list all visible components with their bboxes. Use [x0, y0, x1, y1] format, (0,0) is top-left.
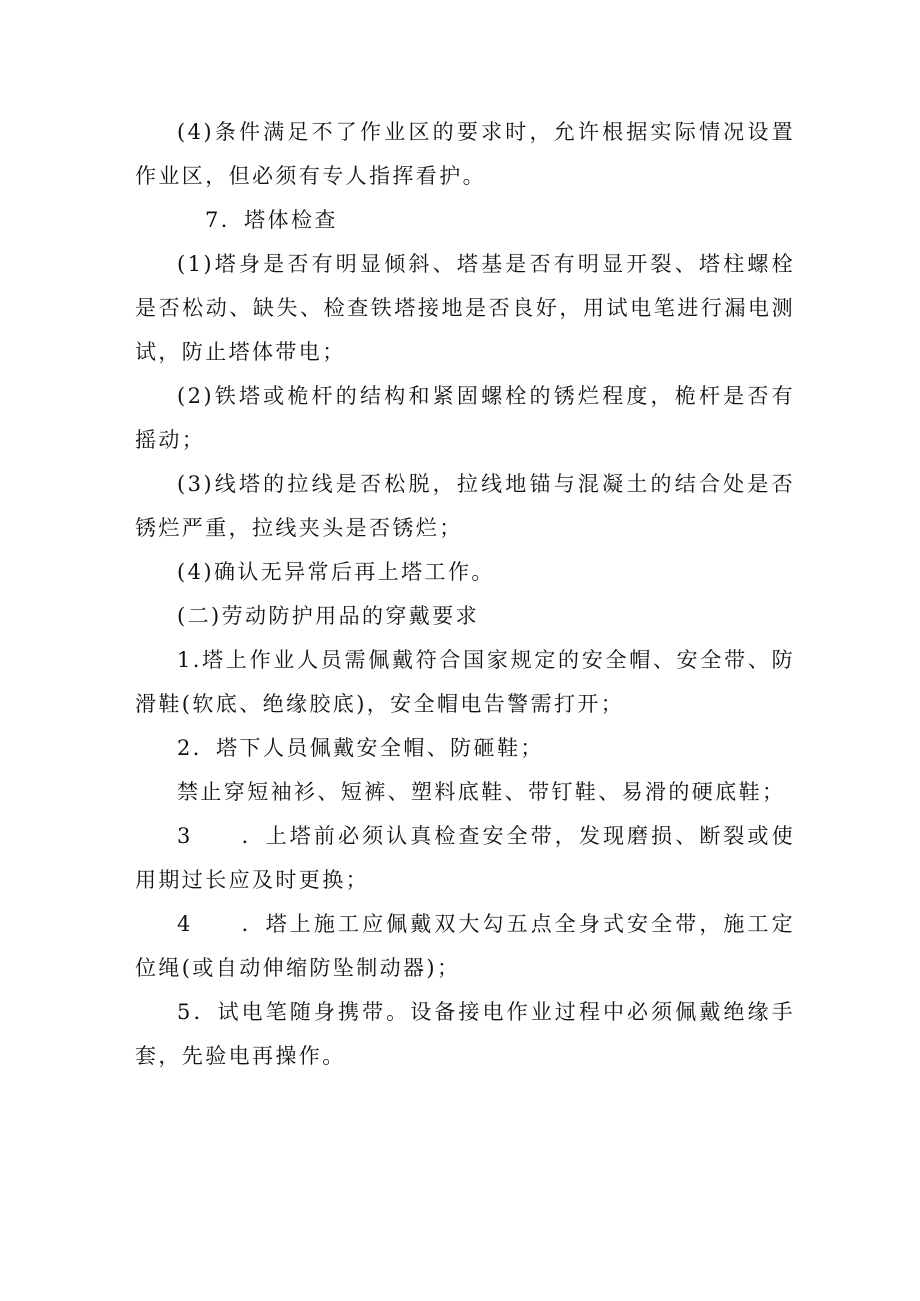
paragraph-mast-structure: (2)铁塔或桅杆的结构和紧固螺栓的锈烂程度，桅杆是否有摇动；: [135, 384, 795, 452]
paragraph-tower-workers-gear: 1.塔上作业人员需佩戴符合国家规定的安全帽、安全带、防滑鞋(软底、绝缘胶底)，安全帽电告警需打开；: [135, 648, 795, 716]
paragraph-ground-workers-gear: 2．塔下人员佩戴安全帽、防砸鞋；: [177, 736, 544, 760]
paragraph-full-body-harness: 4 ．塔上施工应佩戴双大勾五点全身式安全带，施工定位绳(或自动伸缩防坠制动器)；: [135, 912, 795, 980]
document-body: [135, 110, 795, 1078]
paragraph-confirm-normal: (4)确认无异常后再上塔工作。: [177, 560, 495, 584]
paragraph-prohibited-clothing: 禁止穿短袖衫、短裤、塑料底鞋、带钉鞋、易滑的硬底鞋；: [177, 780, 786, 804]
paragraph-work-area: (4)条件满足不了作业区的要求时，允许根据实际情况设置作业区，但必须有专人指挥看护。: [135, 120, 795, 188]
heading-tower-inspection: 7．塔体检查: [205, 208, 338, 232]
paragraph-tower-tilt: (1)塔身是否有明显倾斜、塔基是否有明显开裂、塔柱螺栓是否松动、缺失、检查铁塔接地是否良好，用试电笔进行漏电测试，防止塔体带电；: [135, 252, 795, 364]
paragraph-test-pen: 5．试电笔随身携带。设备接电作业过程中必须佩戴绝缘手套，先验电再操作。: [135, 1000, 795, 1068]
heading-protective-equipment: (二)劳动防护用品的穿戴要求: [177, 604, 479, 628]
paragraph-guy-wire: (3)线塔的拉线是否松脱，拉线地锚与混凝土的结合处是否锈烂严重，拉线夹头是否锈烂；: [135, 472, 795, 540]
paragraph-check-safety-belt: 3 ．上塔前必须认真检查安全带，发现磨损、断裂或使用期过长应及时更换；: [135, 824, 795, 892]
